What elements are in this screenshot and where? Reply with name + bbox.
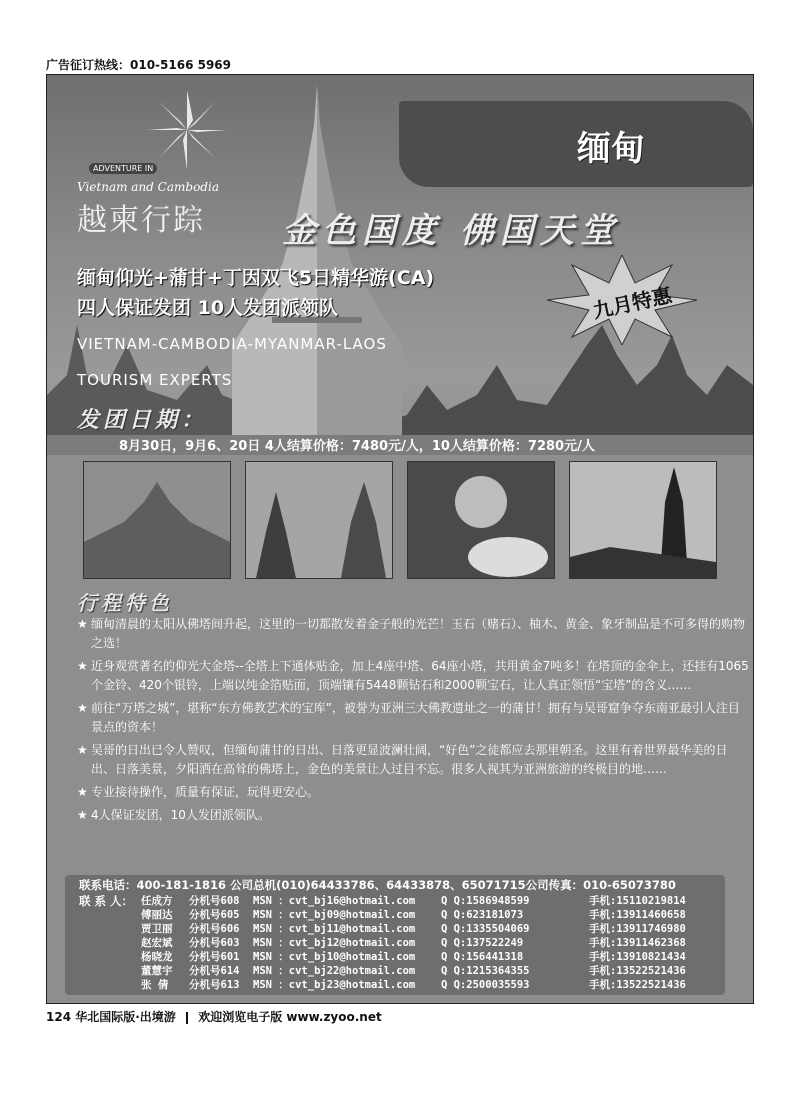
contact-box: [65, 875, 725, 995]
feature-item: ★ 专业接待操作，质量有保证，玩得更安心。: [77, 783, 749, 802]
star-icon: ★: [77, 617, 88, 631]
feature-item: ★ 缅甸清晨的太阳从佛塔间升起，这里的一切都散发着金子般的光芒！玉石（赌石）、柚木、黄金、象牙制品是不可多得的购物之选！: [77, 617, 746, 650]
feature-item: ★ 前往“万塔之城”，堪称“东方佛教艺术的宝库”，被誉为亚洲三大佛教遗址之一的蒲甘！拥有与吴哥窟争夺东南亚最引人注目景点的资本！: [77, 701, 740, 734]
photo-strip: [83, 461, 723, 577]
promo-badge: 九月特惠: [590, 282, 674, 324]
logo-badge: ADVENTURE IN: [89, 163, 157, 174]
page-number: 124: [46, 1010, 72, 1024]
contact-row: 任成方 分机号608 MSN ：cvt_bj16@hotmail.com Q Q:1586948599 手机:15110219814: [141, 895, 686, 907]
dates-label: 发团日期：: [77, 407, 208, 433]
silhouette-photo: [569, 461, 717, 579]
footer-divider: [186, 1012, 188, 1024]
tour-subtitle: 四人保证发团 10人发团派领队: [77, 297, 339, 319]
website-link[interactable]: www.zyoo.net: [286, 1010, 382, 1024]
publication-name: 华北国际版·出境游: [75, 1010, 176, 1024]
feature-item: ★ 吴哥的日出已令人赞叹，但缅甸蒲甘的日出、日落更显波澜壮阔，“好色”之徒都应去那里朝圣。这里有着世界最华美的日出、日落美景，夕阳洒在高耸的佛塔上，金色的美景让人过目不忘。很多人视其为亚洲旅游的终极目的地……: [77, 743, 728, 776]
contact-row: 赵宏斌 分机号603 MSN ：cvt_bj12@hotmail.com Q Q:137522249 手机:13911462368: [141, 937, 686, 949]
slogan: 金色国度 佛国天堂: [282, 211, 620, 251]
logo-script: Vietnam and Cambodia: [77, 180, 219, 194]
page-footer: [46, 1008, 382, 1025]
feature-item: ★ 近身观赏著名的仰光大金塔--全塔上下通体贴金，加上4座中塔、64座小塔，共用黄金7吨多！在塔顶的金伞上，还挂有1065个金铃、420个银铃，上端以纯金箔贴面，顶端镶有5448颗钻石和2000颗宝石，让人真正领悟“宝塔”的含义……: [77, 659, 749, 692]
star-icon: ★: [77, 785, 88, 799]
star-icon: ★: [77, 701, 88, 715]
stupa-photo: [245, 461, 393, 579]
english-tagline-2: TOURISM EXPERTS: [77, 371, 233, 389]
advert-frame: [46, 74, 754, 1004]
contact-row: 傅丽达 分机号605 MSN ：cvt_bj09@hotmail.com Q Q:623181073 手机:13911460658: [141, 909, 686, 921]
contact-row: 董慧宇 分机号614 MSN ：cvt_bj22@hotmail.com Q Q:1215364355 手机:13522521436: [141, 965, 686, 977]
contact-row: 杨晓龙 分机号601 MSN ：cvt_bj10@hotmail.com Q Q:156441318 手机:13910821434: [141, 951, 686, 963]
banner-title: 缅甸: [577, 129, 645, 169]
star-icon: ★: [77, 808, 88, 822]
star-icon: ★: [77, 659, 88, 673]
child-photo: [407, 461, 555, 579]
ad-hotline: 广告征订热线：010-5166 5969: [46, 58, 232, 72]
myanmar-banner-image: [399, 101, 753, 187]
dates-text: 8月30日，9月6、20日 4人结算价格：7480元/人，10人结算价格：7280元/人: [119, 439, 595, 454]
feature-list: [77, 615, 749, 829]
tour-title: 缅甸仰光+蒲甘+丁因双飞5日精华游(CA): [77, 267, 435, 289]
english-tagline-1: VIETNAM-CAMBODIA-MYANMAR-LAOS: [77, 335, 387, 353]
contact-label: 联 系 人：: [79, 894, 134, 908]
hero-section: [47, 75, 753, 455]
feature-item: ★ 4人保证发团，10人发团派领队。: [77, 806, 749, 825]
temple-photo: [83, 461, 231, 579]
logo-chinese: 越柬行踪: [77, 203, 205, 238]
star-icon: ★: [77, 743, 88, 757]
browse-text: 欢迎浏览电子版: [198, 1010, 283, 1024]
contact-phone-line: 联系电话：400-181-1816 公司总机(010)64433786、64433878、65071715公司传真：010-65073780: [79, 878, 676, 892]
section-title: 行程特色: [77, 591, 173, 615]
contact-row: 贾卫丽 分机号606 MSN ：cvt_bj11@hotmail.com Q Q:1335504069 手机:13911746980: [141, 923, 686, 935]
contact-row: 张 倩 分机号613 MSN ：cvt_bj23@hotmail.com Q Q:2500035593 手机:13522521436: [141, 979, 686, 991]
